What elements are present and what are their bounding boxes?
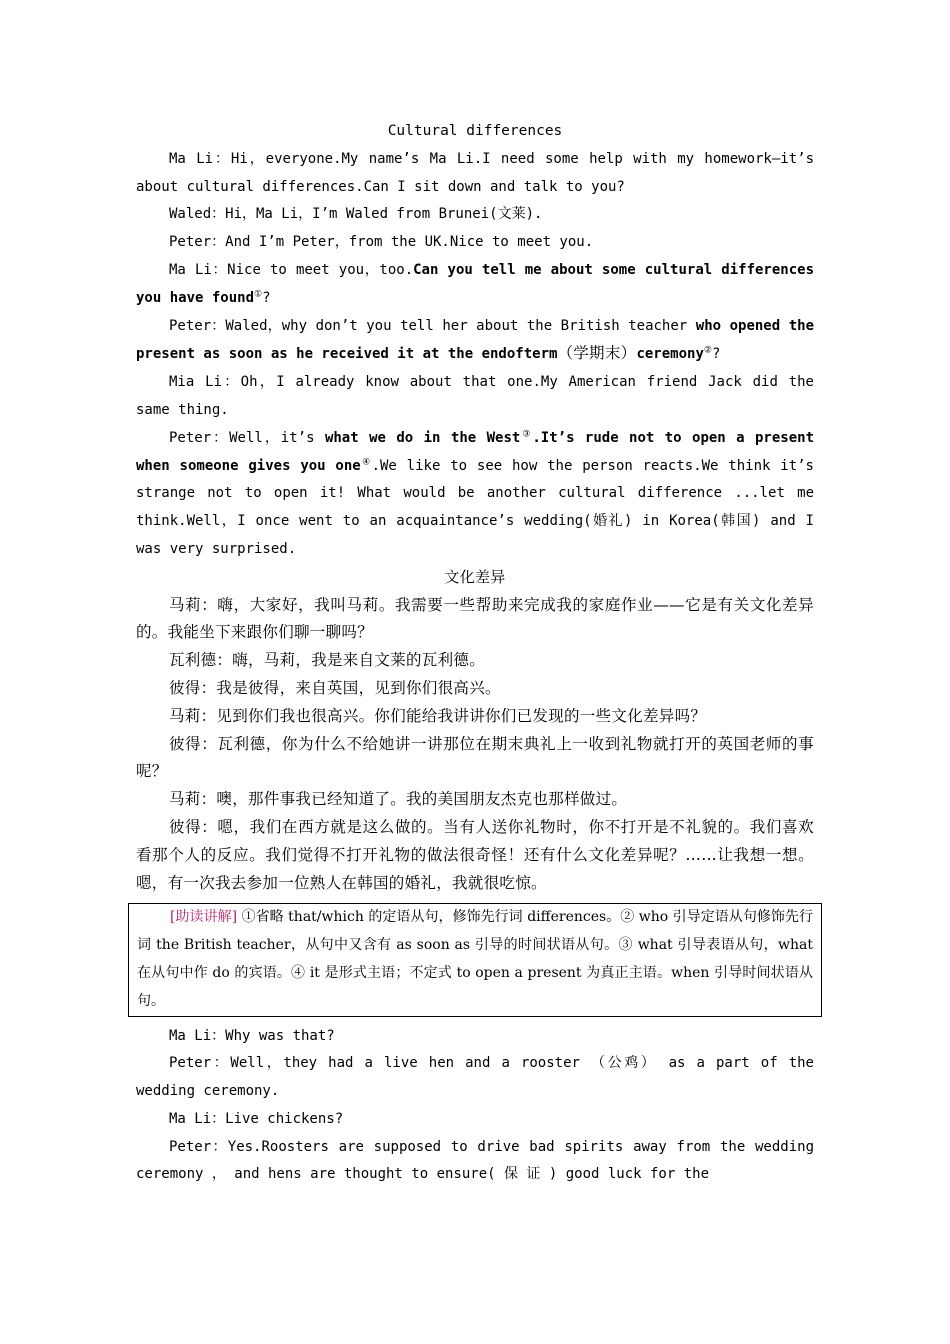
footnote-marker-3: ③	[520, 429, 533, 440]
line-text-cn: （学期末）	[557, 344, 637, 363]
line-text: ?	[711, 346, 721, 363]
dialogue-line-mali-3: Mia Li：Oh，I already know about that one.My American friend Jack did the same thing.	[136, 374, 814, 418]
reading-aid-body: ①省略 that/which 的定语从句，修饰先行词 differences。② who 引导定语从句修饰先行词 the British teacher，从句中又含有 as soon as 引导的时间状语从句。③ what 引导表语从句，what 在从句中作 do 的宾语。④ it 是形式主语；不定式 to open a present 为真正主语。when 引导时间状语从句。	[137, 909, 813, 1009]
footnote-marker-4: ④	[360, 456, 372, 467]
dialogue-line-peter-2	[136, 313, 814, 370]
bold-phrase-2b: ceremony	[636, 346, 704, 363]
footnote-marker-1: ①	[254, 289, 263, 300]
bold-phrase-4: .It’s rude not to open a present when someone gives you one	[136, 429, 814, 474]
dialogue-line-peter-3	[136, 425, 814, 564]
dialogue-line-peter-5: Peter：Yes.Roosters are supposed to drive bad spirits away from the wedding ceremony ， and hens are thought to ensure( 保 证 ) good luck for the	[136, 1138, 814, 1183]
line-text: Ma Li：Nice to meet you，too.	[169, 261, 414, 278]
bold-phrase-3: what we do in the West	[324, 429, 521, 446]
line-text: Peter：Well，it’s	[169, 429, 325, 446]
reading-aid-text	[137, 904, 813, 1015]
translation-line: 马莉：见到你们我也很高兴。你们能给我讲讲你们已发现的一些文化差异吗？	[169, 706, 707, 725]
dialogue-line-peter-4: Peter：Well，they had a live hen and a rooster （公鸡） as a part of the wedding ceremony.	[136, 1055, 814, 1100]
document-body	[136, 118, 814, 1189]
title-chinese: 文化差异	[444, 567, 506, 586]
dialogue-line-mali-4: Ma Li：Why was that?	[169, 1027, 335, 1044]
translation-line: 马莉：嗨，大家好，我叫马莉。我需要一些帮助来完成我的家庭作业——它是有关文化差异的。我能坐下来跟你们聊一聊吗？	[136, 595, 814, 642]
reading-aid-box	[128, 903, 822, 1016]
line-text: ?	[262, 289, 271, 306]
bold-phrase-1: Can you tell me about some cultural differences you have found	[136, 261, 814, 306]
dialogue-line-mali-2	[136, 257, 814, 313]
dialogue-line-mali-1: Ma Li：Hi，everyone.My name’s Ma Li.I need some help with my homework—it’s about cultural differences.Can I sit down and talk to you?	[136, 150, 814, 195]
line-text: Peter：Waled，why don’t you tell her about the British teacher	[169, 317, 696, 334]
title-english: Cultural differences	[387, 123, 563, 139]
dialogue-line-mali-5: Ma Li：Live chickens?	[169, 1110, 344, 1127]
translation-line: 马莉：噢，那件事我已经知道了。我的美国朋友杰克也那样做过。	[169, 790, 628, 809]
footnote-marker-2: ②	[703, 345, 712, 356]
translation-line: 彼得：嗯，我们在西方就是这么做的。当有人送你礼物时，你不打开是不礼貌的。我们喜欢看那个人的反应。我们觉得不打开礼物的做法很奇怪！还有什么文化差异呢？……让我想一想。嗯，有一次我去参加一位熟人在韩国的婚礼，我就很吃惊。	[136, 817, 814, 892]
translation-line: 彼得：我是彼得，来自英国，见到你们很高兴。	[169, 678, 501, 697]
reading-aid-heading: [助读讲解]	[170, 909, 238, 926]
translation-line: 彼得：瓦利德，你为什么不给她讲一讲那位在期末典礼上一收到礼物就打开的英国老师的事呢？	[136, 734, 814, 781]
dialogue-line-waled-1: Waled：Hi，Ma Li，I’m Waled from Brunei(文莱).	[169, 206, 543, 223]
bold-phrase-2: who opened the present as soon as he received it at the endofterm	[136, 317, 814, 363]
dialogue-line-peter-1: Peter：And I’m Peter，from the UK.Nice to meet you.	[169, 234, 594, 251]
line-text: .We like to see how the person reacts.We think it’s strange not to open it! What would be another cultural difference ...let me think.Well，I once went to an acquaintance’s wedding(婚礼) in Korea(韩国) and I was very surprised.	[136, 457, 814, 557]
translation-line: 瓦利德：嗨，马莉，我是来自文莱的瓦利德。	[169, 651, 486, 670]
